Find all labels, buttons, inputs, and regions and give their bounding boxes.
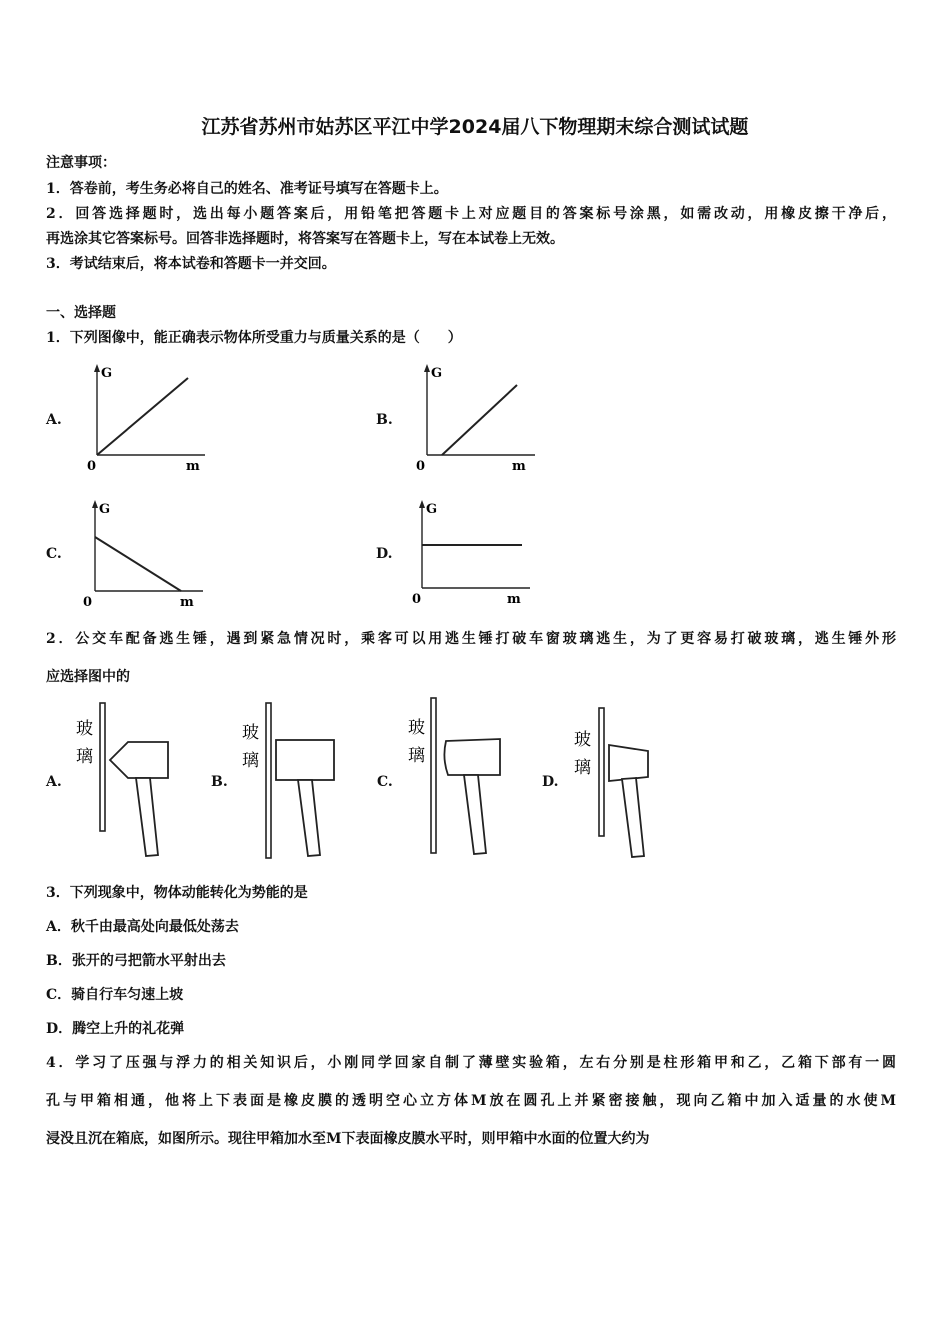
q1c-axis-y: G: [99, 502, 111, 517]
q1-label-d: D.: [376, 546, 393, 562]
q1d-axis-x: m: [507, 592, 521, 607]
q1-label-a: A.: [46, 412, 62, 428]
exam-title: 江苏省苏州市姑苏区平江中学2024届八下物理期末综合测试试题: [201, 116, 749, 138]
q2-label-a: A.: [46, 774, 62, 790]
q1a-origin: 0: [87, 459, 97, 474]
q1b-axis-y: G: [431, 366, 443, 381]
q2-hammer-d: [570, 705, 670, 860]
notice-heading: 注意事项：: [46, 155, 116, 171]
q2b-glass-2: 璃: [242, 751, 259, 771]
q1-graph-c: [78, 496, 208, 611]
q1-label-c: C.: [46, 546, 62, 562]
q1-stem: 1．下列图像中，能正确表示物体所受重力与质量关系的是（ ）: [46, 330, 462, 346]
q1b-axis-x: m: [512, 459, 526, 474]
q2b-glass-1: 玻: [242, 723, 259, 743]
q4-line-1: 4．学习了压强与浮力的相关知识后，小刚同学回家自制了薄壁实验箱，左右分别是柱形箱甲和乙，乙箱下部有一圆: [46, 1055, 896, 1071]
q3-option-d: D．腾空上升的礼花弹: [46, 1021, 185, 1037]
q2d-glass-1: 玻: [574, 730, 591, 750]
notice-item-3: 3．考试结束后，将本试卷和答题卡一并交回。: [46, 256, 336, 272]
q1a-axis-y: G: [101, 366, 113, 381]
notice-item-1: 1．答卷前，考生务必将自己的姓名、准考证号填写在答题卡上。: [46, 181, 448, 197]
q4-line-2: 孔与甲箱相通，他将上下表面是橡皮膜的透明空心立方体M放在圆孔上并紧密接触，现向乙箱中加入适量的水使M: [46, 1093, 896, 1109]
q3-option-a: A．秋千由最高处向最低处荡去: [46, 919, 239, 935]
q3-option-c: C．骑自行车匀速上坡: [46, 987, 184, 1003]
q2-hammer-b: [236, 698, 346, 860]
q2d-glass-2: 璃: [574, 758, 591, 778]
q1b-origin: 0: [416, 459, 426, 474]
q2a-glass-2: 璃: [76, 747, 93, 767]
q1-graph-b: [410, 360, 540, 475]
q1d-axis-y: G: [426, 502, 438, 517]
q1-graph-d: [405, 496, 545, 611]
q2-hammer-a: [70, 698, 180, 860]
q1d-origin: 0: [412, 592, 422, 607]
notice-item-2-cont: 再选涂其它答案标号。回答非选择题时，将答案写在答题卡上，写在本试卷上无效。: [46, 231, 564, 247]
notice-item-2: 2．回答选择题时，选出每小题答案后，用铅笔把答题卡上对应题目的答案标号涂黑，如需改动，用橡皮擦干净后，: [46, 206, 896, 222]
q2-stem-line2: 应选择图中的: [46, 669, 130, 685]
q1-label-b: B.: [376, 412, 393, 428]
q2c-glass-2: 璃: [408, 746, 425, 766]
q2a-glass-1: 玻: [76, 719, 93, 739]
q3-stem: 3．下列现象中，物体动能转化为势能的是: [46, 885, 308, 901]
q3-option-b: B．张开的弓把箭水平射出去: [46, 953, 226, 969]
q2-hammer-c: [402, 695, 510, 860]
q4-line-3: 浸没且沉在箱底，如图所示。现往甲箱加水至M下表面橡皮膜水平时，则甲箱中水面的位置大约为: [46, 1131, 650, 1147]
q2-label-b: B.: [211, 774, 228, 790]
q1-graph-a: [80, 360, 210, 475]
q2c-glass-1: 玻: [408, 718, 425, 738]
q2-label-c: C.: [377, 774, 393, 790]
q1c-origin: 0: [83, 595, 93, 610]
q2-label-d: D.: [542, 774, 559, 790]
q2-stem-line1: 2．公交车配备逃生锤，遇到紧急情况时，乘客可以用逃生锤打破车窗玻璃逃生，为了更容易打破玻璃，逃生锤外形: [46, 631, 896, 647]
q1c-axis-x: m: [180, 595, 194, 610]
q1a-axis-x: m: [186, 459, 200, 474]
section-heading: 一、选择题: [46, 305, 116, 321]
